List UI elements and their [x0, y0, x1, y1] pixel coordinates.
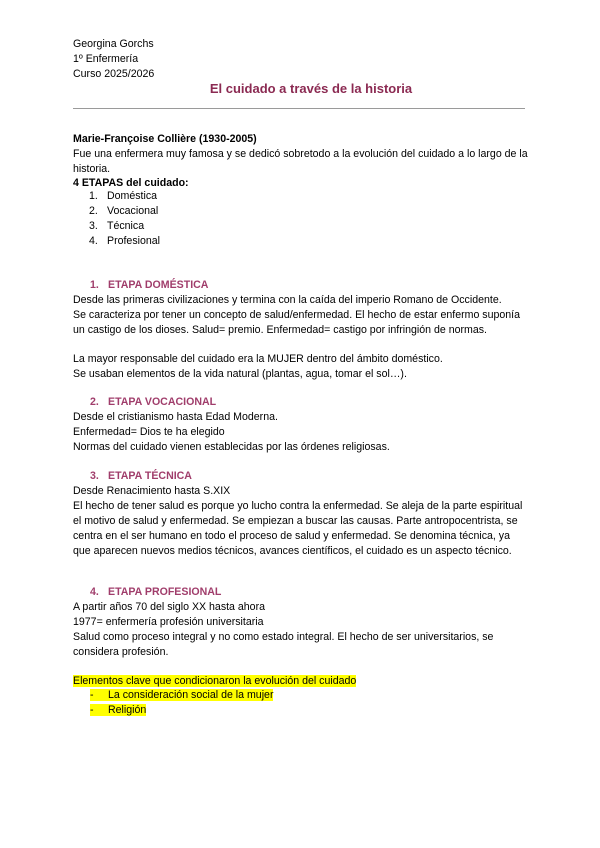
key-elements-heading: Elementos clave que condicionaron la evolución del cuidado [73, 675, 357, 687]
etapas-heading: 4 ETAPAS del cuidado: [73, 177, 189, 189]
section-paragraph: 1977= enfermería profesión universitaria [73, 616, 264, 628]
author-name: Georgina Gorchs [73, 38, 154, 50]
section-heading-vocacional: 2. ETAPA VOCACIONAL [90, 396, 217, 408]
section-paragraph: Se caracteriza por tener un concepto de salud/enfermedad. El hecho de estar enfermo suponía un castigo de los dioses. Salud= premio. Enfermedad= castigo por infringión de normas. [73, 309, 520, 336]
section-paragraph: Se usaban elementos de la vida natural (plantas, agua, tomar el sol…). [73, 368, 407, 380]
section-paragraph: Desde las primeras civilizaciones y termina con la caída del imperio Romano de Occidente. [73, 294, 502, 306]
intro-person: Marie-Françoise Collière (1930-2005) [73, 133, 257, 145]
section-paragraph: Desde el cristianismo hasta Edad Moderna. [73, 411, 278, 423]
document-title: El cuidado a través de la historia [209, 81, 413, 96]
year-label: Curso 2025/2026 [73, 68, 155, 80]
list-item: 1. Doméstica [89, 190, 158, 202]
list-item: 2. Vocacional [89, 205, 159, 217]
section-paragraph: Enfermedad= Dios te ha elegido [73, 426, 225, 438]
list-item: 4. Profesional [89, 235, 160, 247]
section-heading-domestica: 1. ETAPA DOMÉSTICA [90, 279, 209, 291]
section-heading-profesional: 4. ETAPA PROFESIONAL [90, 586, 222, 598]
course-label: 1º Enfermería [73, 53, 139, 65]
list-item: - Religión [90, 704, 147, 716]
title-divider [73, 108, 525, 109]
intro-text: Fue una enfermera muy famosa y se dedicó sobretodo a la evolución del cuidado a lo largo de la historia. [73, 148, 528, 175]
section-paragraph: El hecho de tener salud es porque yo lucho contra la enfermedad. Se aleja de la parte espiritual el motivo de salud y enfermedad. Se empiezan a buscar las causas. Parte antropocentrista, se centra en el ser humano en todo el proceso de salud y enfermedad. Se denomina técnica, ya que aparecen nuevos medios técnicos, avances científicos, el cuidado es un aspecto técnico. [73, 500, 523, 557]
section-paragraph: Salud como proceso integral y no como estado integral. El hecho de ser universitarios, se considera profesión. [73, 631, 494, 658]
section-paragraph: Desde Renacimiento hasta S.XIX [73, 485, 231, 497]
section-paragraph: A partir años 70 del siglo XX hasta ahora [73, 601, 265, 613]
list-item: - La consideración social de la mujer [90, 689, 274, 701]
section-heading-tecnica: 3. ETAPA TÉCNICA [90, 470, 192, 482]
list-item: 3. Técnica [89, 220, 145, 232]
section-paragraph: Normas del cuidado vienen establecidas por las órdenes religiosas. [73, 441, 390, 453]
etapas-list [73, 189, 160, 249]
section-paragraph: La mayor responsable del cuidado era la MUJER dentro del ámbito doméstico. [73, 353, 443, 365]
